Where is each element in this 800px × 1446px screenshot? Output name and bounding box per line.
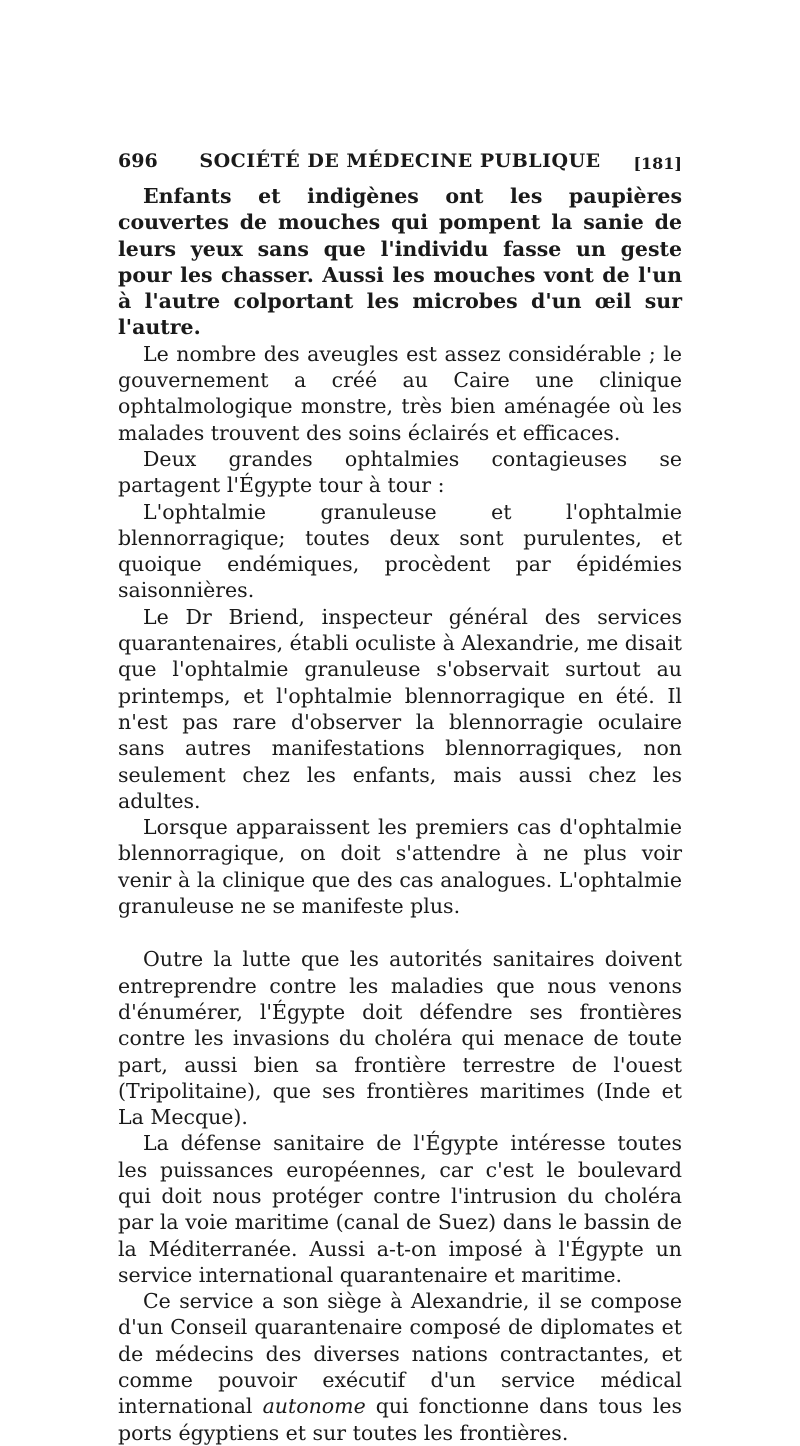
last-paragraph-before: Ce service a son siège à Alexandrie, il se compose d'un Conseil quarantenaire composé de diplomates et de médecins des diverses nations contractantes, et comme pouvoir exécutif d'un service médical international — [118, 1289, 682, 1419]
paragraph-sanitary-defense: La défense sanitaire de l'Égypte intéresse toutes les puissances européennes, car c'est le boulevard qui doit nous protéger contre l'intrusion du choléra par la voie maritime (canal de Suez) dans le bassin de la Méditerranée. Aussi a-t-on imposé à l'Égypte un service international quarantenaire et maritime. — [118, 1131, 682, 1287]
paragraph-cholera-frontiers: Outre la lutte que les autorités sanitaires doivent entreprendre contre les maladies que nous venons d'énumérer, l'Égypte doit défendre ses frontières contre les invasions du choléra qui menace de toute part, aussi bien sa frontière terrestre de l'ouest (Tripolitaine), que ses frontières maritimes (Inde et La Mecque). — [118, 947, 682, 1130]
paragraph-first-cases: Lorsque apparaissent les premiers cas d'ophtalmie blennorragique, on doit s'attendre à ne plus voir venir à la clinique que des cas analogues. L'ophtalmie granuleuse ne se manifeste plus. — [118, 815, 682, 919]
page-number: 696 — [118, 150, 158, 172]
last-paragraph-after: qui fonctionne dans tous les ports égyptiens et sur toutes les frontières. — [118, 1394, 682, 1445]
section-break — [118, 919, 682, 946]
paragraph-granular-blennorrhagic: L'ophtalmie granuleuse et l'ophtalmie blennorragique; toutes deux sont purulentes, et quoique endémiques, procèdent par épidémies saisonnières. — [118, 499, 682, 603]
running-title: SOCIÉTÉ DE MÉDECINE PUBLIQUE — [199, 150, 601, 172]
paragraph-dr-briend: Le Dr Briend, inspecteur général des services quarantenaires, établi oculiste à Alexandrie, me disait que l'ophtalmie granuleuse s'observait surtout au printemps, et l'ophtalmie blennorragique en été. Il n'est pas rare d'observer la blennorragie oculaire sans autres manifestations blennorragiques, non seulement chez les enfants, mais aussi chez les adultes. — [118, 604, 682, 813]
emphasis-autonome: autonome — [262, 1394, 366, 1419]
body-text — [118, 183, 682, 1446]
section-reference: [181] — [633, 154, 682, 173]
page-header — [118, 150, 682, 178]
paragraph-flies: Enfants et indigènes ont les paupières couvertes de mouches qui pompent la sanie de leurs yeux sans que l'individu fasse un geste pour les chasser. Aussi les mouches vont de l'un à l'autre colportant les microbes d'un œil sur l'autre. — [118, 184, 682, 340]
paragraph-quarantine-council — [118, 1288, 682, 1446]
paragraph-two-ophthalmias: Deux grandes ophtalmies contagieuses se partagent l'Égypte tour à tour : — [118, 446, 682, 498]
paragraph-blind-count: Le nombre des aveugles est assez considérable ; le gouvernement a créé au Caire une clinique ophtalmologique monstre, très bien aménagée où les malades trouvent des soins éclairés et efficaces. — [118, 341, 682, 445]
